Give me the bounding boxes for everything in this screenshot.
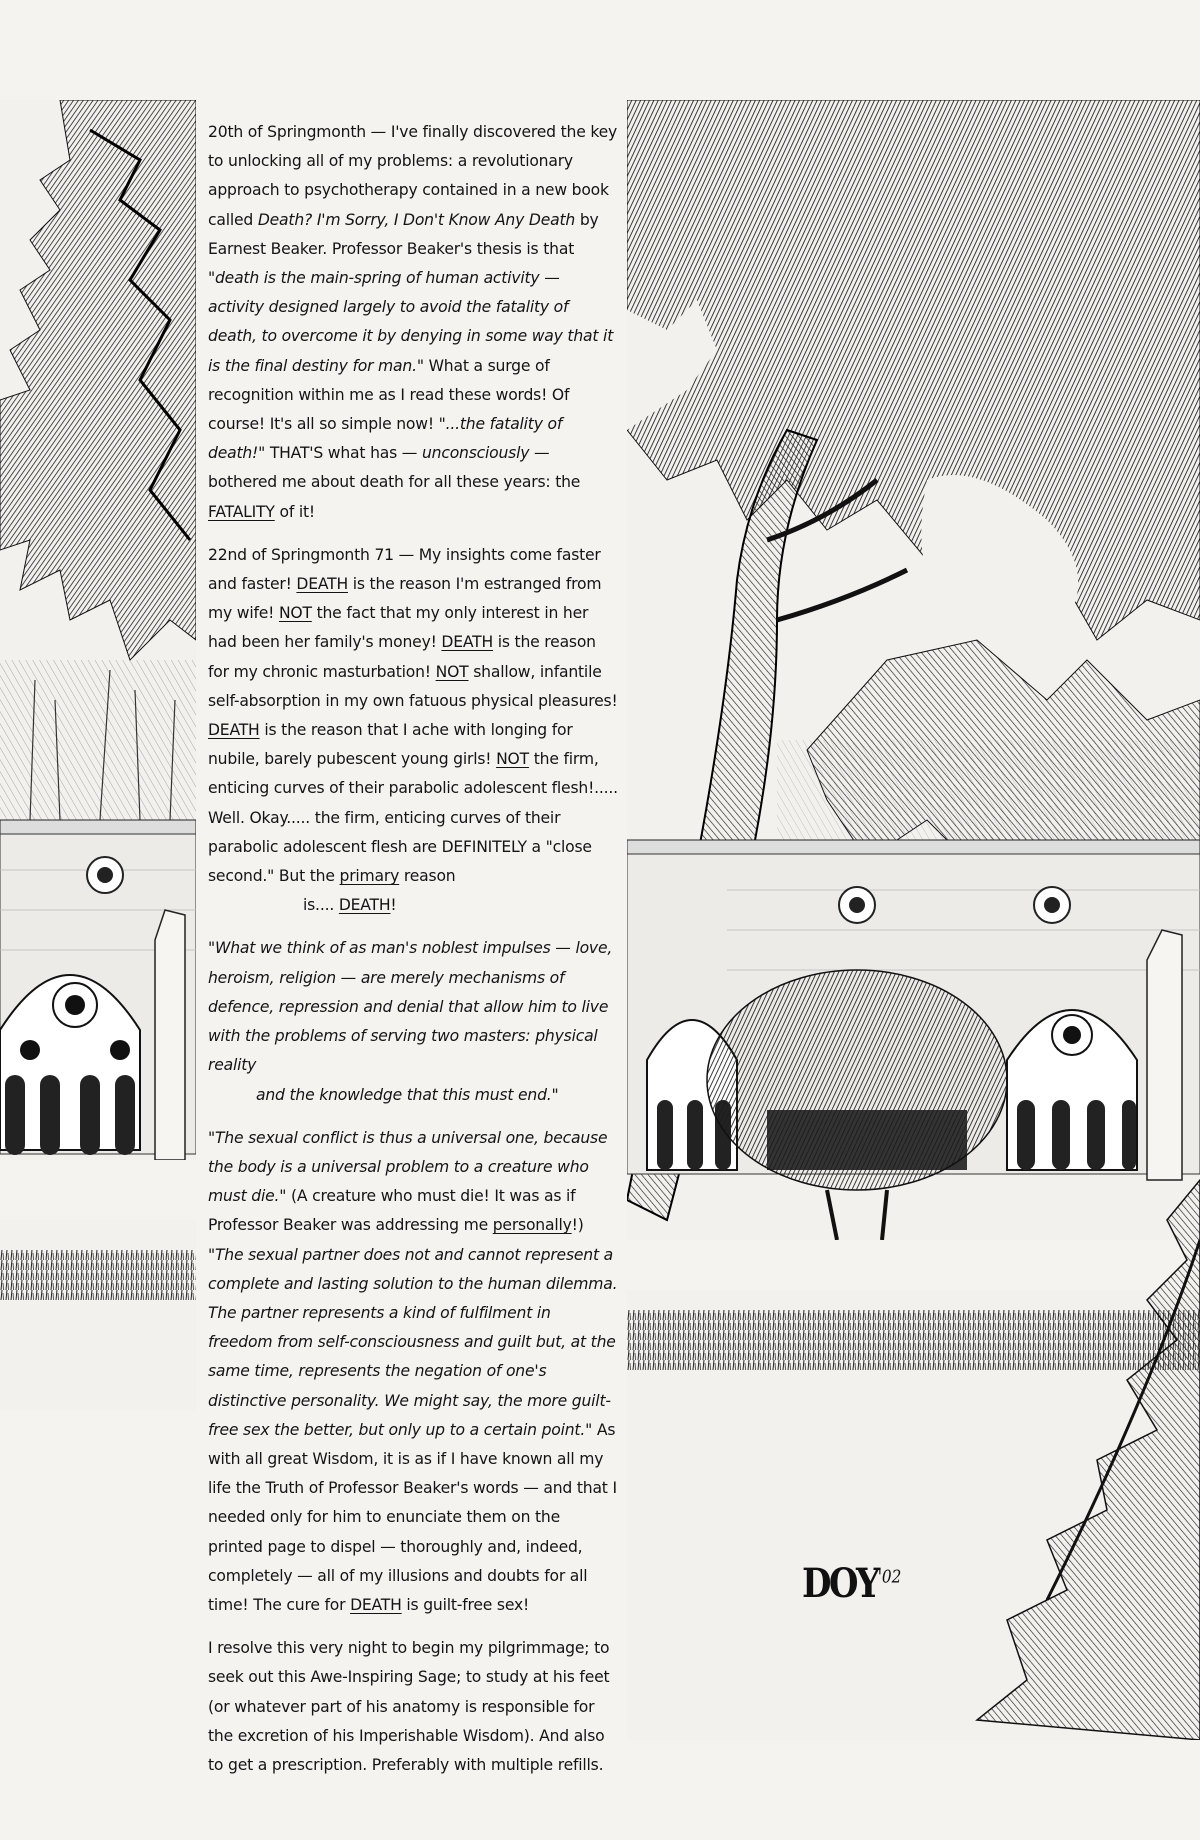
journal-entry-pilgrimage	[208, 1634, 618, 1780]
entry2-text-5: shallow, infantile self-absorption in my own fatuous physical pleasures!	[208, 662, 618, 710]
entry2-text-10: !	[390, 896, 397, 915]
journal-entry-springmonth-20	[208, 118, 618, 527]
signature-main: DOY	[802, 1560, 878, 1607]
entry2-text-3: the fact that my only interest in her had been her family's money!	[208, 604, 589, 652]
entry1-text-4: THAT'S what has —	[265, 444, 422, 463]
signature-year: '02	[877, 1566, 902, 1588]
entry2-text-6: is the reason that I ache with longing for nubile, barely pubescent young girls!	[208, 721, 573, 769]
quote-block-1-end: and the knowledge that this must end."	[256, 1085, 559, 1104]
entry1-unconsciously: unconsciously	[421, 444, 530, 463]
journal-entry-sexual-conflict	[208, 1124, 618, 1620]
entry1-quote: "death is the main-spring of human activity — activity designed largely to avoid the fatality of death, to overcome it by denying in some way that it is the final destiny for man."	[208, 269, 614, 375]
entry2-text-4: is the reason for my chronic masturbation!	[208, 633, 596, 681]
left-illustration-panel	[0, 100, 196, 1410]
entry1-text-6: of it!	[274, 502, 315, 521]
journal-text-column	[208, 118, 618, 1794]
entry3-text-4: is guilt-free sex!	[401, 1595, 530, 1614]
entry2-text-2: is the reason I'm estranged from my wife!	[208, 575, 602, 623]
entry4-text: I resolve this very night to begin my pilgrimmage; to seek out this Awe-Inspiring Sage; to study at his feet (or whatever part of his anatomy is responsible for the excretion of his Imperishable Wisdom). And also to get a prescription. Preferably with multiple refills.	[208, 1639, 610, 1774]
entry1-fatality: FATALITY	[208, 502, 275, 521]
artist-signature	[802, 1560, 901, 1607]
entry3-personally: personally	[492, 1216, 572, 1235]
quote-block-1	[208, 934, 618, 1109]
entry2-text-1: 22nd of Springmonth 71 — My insights come faster and faster!	[208, 545, 601, 594]
entry3-text-2: !)	[571, 1216, 584, 1235]
entry2-text-7: the firm, enticing curves of their parabolic adolescent flesh!..... Well. Okay..... the firm, enticing curves of their parabolic adolescent flesh are DEFINITELY a "close second." But the	[208, 750, 618, 886]
book-title: Death? I'm Sorry, I Don't Know Any Death	[257, 210, 576, 229]
entry2-death-1: DEATH	[296, 575, 348, 594]
entry2-text-8: reason	[399, 867, 456, 886]
entry1-text-1: 20th of Springmonth — I've finally discovered the key to unlocking all of my problems: a revolutionary approach to psychotherapy contained in a new book called	[208, 123, 618, 229]
entry3-death: DEATH	[350, 1595, 402, 1614]
entry2-not-1: NOT	[278, 604, 312, 623]
entry2-death-2: DEATH	[441, 633, 493, 652]
entry3-text-3: As with all great Wisdom, it is as if I have known all my life the Truth of Professor Beaker's words — and that I needed only for him to enunciate them on the printed page to dispel — thoroughly and, indeed, completely — all of my illusions and doubts for all time! The cure for	[208, 1420, 617, 1614]
entry2-not-3: NOT	[496, 750, 529, 769]
right-illustration-panel	[627, 100, 1200, 1740]
entry2-not-2: NOT	[435, 662, 469, 681]
entry1-text-3: What a surge of recognition within me as I read these words! Of course! It's all so simple now!	[208, 356, 570, 434]
quote-block-1-text: "What we think of as man's noblest impulses — love, heroism, religion — are merely mechanisms of defence, repression and denial that allow him to live with the problems of serving two masters: physical reality	[208, 939, 613, 1075]
entry3-quote-2: "The sexual partner does not and cannot represent a complete and lasting solution to the human dilemma. The partner represents a kind of fulfilment in freedom from self-consciousness and guilt but, at the same time, represents the negation of one's distinctive personality. We might say, the more guilt-free sex the better, but only up to a certain point."	[208, 1245, 618, 1439]
entry2-death-4: DEATH	[338, 896, 391, 915]
entry2-text-9: is....	[303, 896, 339, 915]
entry3-text-1: (A creature who must die! It was as if Professor Beaker was addressing me	[208, 1187, 576, 1235]
entry1-text-5: — bothered me about death for all these years: the	[208, 444, 581, 492]
entry1-text-2: by Earnest Beaker. Professor Beaker's thesis is that	[208, 210, 599, 258]
entry2-death-3: DEATH	[208, 721, 260, 740]
entry3-quote-1: "The sexual conflict is thus a universal one, because the body is a universal problem to a creature who must die."	[208, 1128, 608, 1206]
entry1-quote-2: "...the fatality of death!"	[208, 415, 563, 463]
left-cloister-illustration	[0, 100, 196, 1410]
right-cloister-illustration	[627, 100, 1200, 1740]
journal-entry-springmonth-22	[208, 541, 618, 921]
entry2-primary: primary	[339, 867, 400, 886]
